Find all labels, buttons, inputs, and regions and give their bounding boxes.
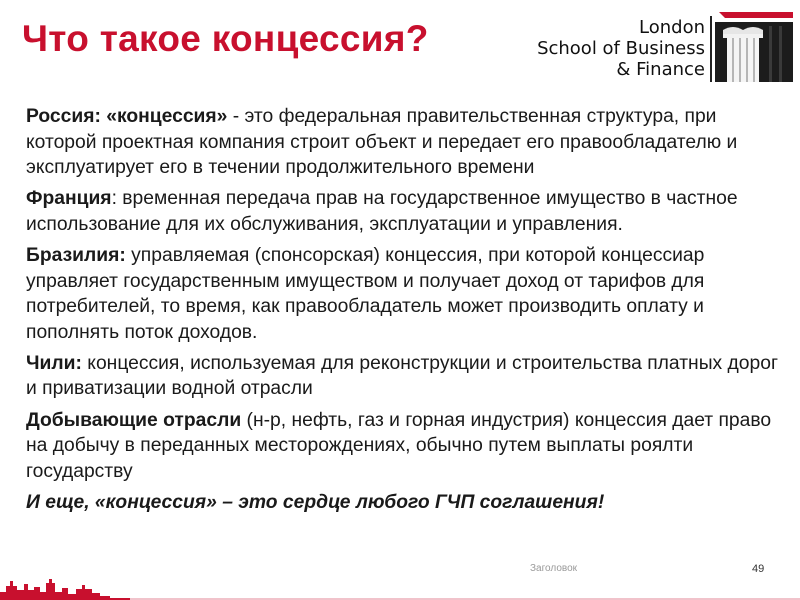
paragraph-lead: Франция (26, 188, 112, 210)
paragraph-lead: Бразилия: (26, 244, 126, 266)
paragraph-lead: Россия: «концессия» (26, 106, 228, 127)
paragraph-chile (26, 351, 784, 402)
city-skyline-decoration (0, 578, 800, 600)
slide-title: Что такое концессия? (22, 18, 429, 59)
paragraph-brazil (26, 243, 784, 345)
paragraph-france (26, 186, 784, 237)
logo-line-2: School of Business (537, 38, 705, 59)
footer-label: Заголовок (530, 563, 578, 574)
paragraph-russia (26, 104, 784, 181)
logo-divider (710, 16, 712, 82)
page-number: 49 (752, 563, 765, 575)
lsbf-logo (537, 12, 793, 82)
paragraph-text: концессия, используемая для реконструкции и строительства платных дорог и приватизации водной отрасли (26, 352, 779, 400)
paragraph-lead: Добывающие отрасли (26, 409, 242, 431)
paragraph-text: : временная передача прав на государственное имущество в частное использование для их обслуживания, эксплуатации и управления. (26, 188, 738, 235)
column-emblem-icon (713, 12, 793, 82)
paragraph-extractive (26, 408, 784, 485)
closing-statement: И еще, «концессия» – это сердце любого ГЧП соглашения! (26, 491, 605, 513)
logo-text (537, 17, 705, 80)
paragraph-text: управляемая (спонсорская) концессия, при которой концессиар управляет государственным имуществом и получает доход от тарифов для потребителей, то время, как правообладатель может производить оплату и пополнять поток доходов. (26, 244, 705, 343)
paragraph-text: - это федеральная правительственная структура, при которой проектная компания строит объект и передает его правообладателю и эксплуатирует его в течении продолжительного времени (26, 106, 738, 179)
logo-line-3: & Finance (616, 59, 705, 80)
slide-body (26, 104, 784, 515)
logo-line-1: London (639, 17, 705, 38)
paragraph-text: (н-р, нефть, газ и горная индустрия) концессия дает право на добычу в переданных месторождениях, обычно путем выплаты роялти государству (26, 409, 772, 482)
paragraph-lead: Чили: (26, 352, 82, 374)
